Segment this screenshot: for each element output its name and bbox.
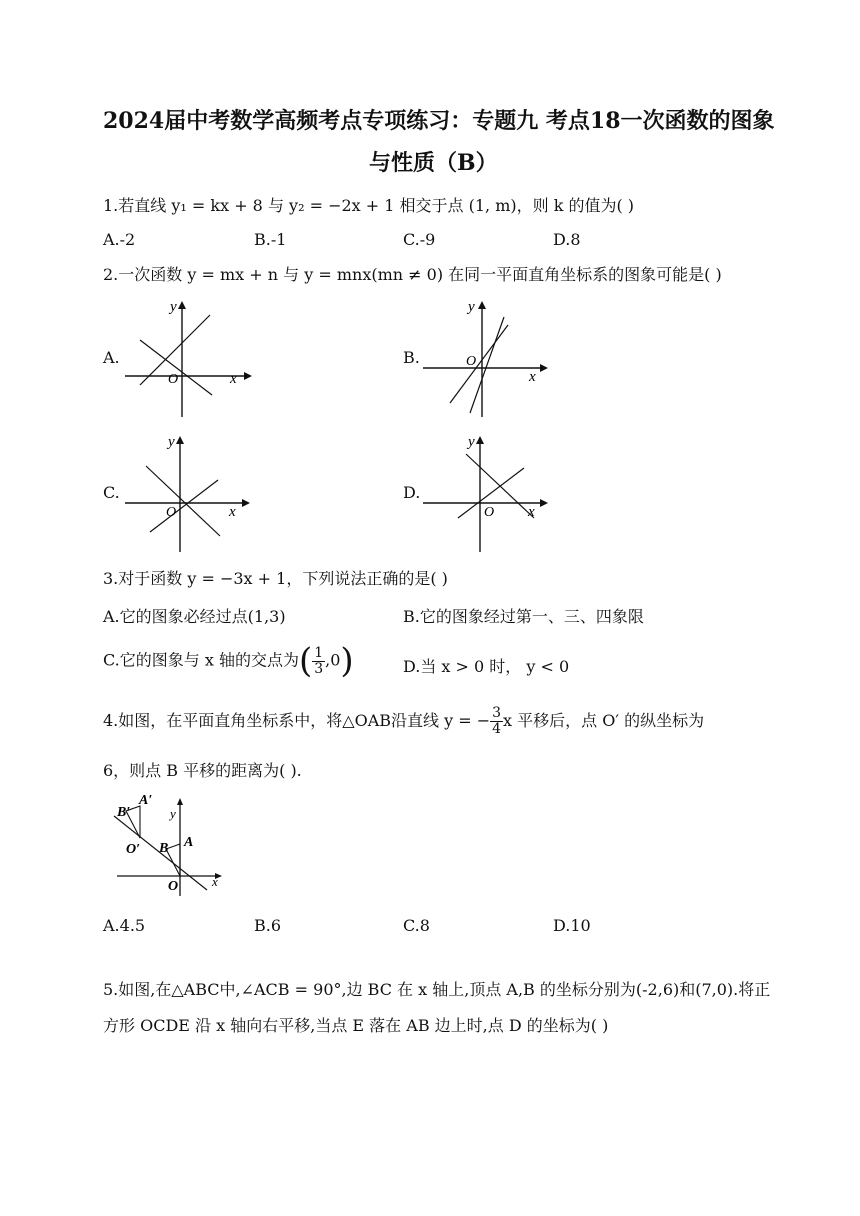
q2-option-d-label: D. <box>403 483 421 502</box>
q2b-y-label: y <box>468 299 475 315</box>
q1-option-d: D.8 <box>553 230 581 249</box>
q4-figure <box>112 788 232 898</box>
q4-option-b: B.6 <box>254 916 282 935</box>
q3-option-c: C.它的图象与 x 轴的交点为( $\frac{1}{3}$ ,0) <box>103 641 354 681</box>
q2-option-c-label: C. <box>103 483 120 502</box>
question-5-line2: 方形 OCDE 沿 x 轴向右平移,当点 E 落在 AB 边上时,点 D 的坐标为( ) <box>103 1016 609 1035</box>
page-title-line2: 与性质（B） <box>369 150 498 176</box>
q4-label-x: x <box>212 874 218 889</box>
q4-stem-part-a: 4.如图，在平面直角坐标系中，将△OAB沿直线 y = − <box>103 711 491 730</box>
q2-graph-d <box>418 430 558 555</box>
question-4-stem-line1 <box>103 706 704 737</box>
q2-option-a-label: A. <box>103 348 120 367</box>
q4-label-b: B <box>159 841 169 856</box>
q2a-origin-label: O <box>168 372 179 387</box>
q1-option-b: B.-1 <box>254 230 287 249</box>
q4-label-o-prime: O′ <box>126 842 141 857</box>
q1-option-a: A.-2 <box>103 230 136 249</box>
q1-option-c: C.-9 <box>403 230 436 249</box>
q2-graph-c <box>120 430 260 555</box>
q3-option-c-tail: ,0 <box>325 650 341 670</box>
q3-option-d: D.当 x > 0 时， y < 0 <box>403 657 570 676</box>
question-2-stem: 2.一次函数 y = mx + n 与 y = mnx(mn ≠ 0) 在同一平面直角坐标系的图象可能是( ) <box>103 265 722 284</box>
q2-option-b-label: B. <box>403 348 420 367</box>
q4-stem-part-b: x 平移后，点 O′ 的纵坐标为 <box>503 711 705 730</box>
question-3-stem: 3.对于函数 y = −3x + 1，下列说法正确的是( ) <box>103 569 448 588</box>
q3-option-c-fraction: $\frac{1}{3}$ <box>314 644 324 677</box>
q4-option-c: C.8 <box>403 916 430 935</box>
q2a-y-label: y <box>170 299 177 315</box>
q2c-y-label: y <box>168 434 175 450</box>
q2c-origin-label: O <box>166 505 177 520</box>
q4-label-a-prime: A′ <box>139 793 153 808</box>
q2a-x-label: x <box>230 371 237 387</box>
q3-option-b: B.它的图象经过第一、三、四象限 <box>403 607 644 626</box>
q2-graph-b <box>418 295 558 420</box>
q4-label-a: A <box>184 835 194 850</box>
q2d-y-label: y <box>468 434 475 450</box>
q2b-origin-label: O <box>466 354 477 369</box>
q2-graph-a <box>120 295 260 420</box>
q2d-origin-label: O <box>484 505 495 520</box>
q4-fraction: $\frac{3}{4}$ <box>492 705 502 737</box>
page-title-line1: 2024届中考数学高频考点专项练习：专题九 考点18一次函数的图象 <box>103 108 775 134</box>
q3-option-c-text: C.它的图象与 x 轴的交点为 <box>103 650 299 670</box>
q2b-x-label: x <box>529 369 536 385</box>
q3-option-a: A.它的图象必经过点(1,3) <box>103 607 286 626</box>
question-5-line1: 5.如图,在△ABC中,∠ACB = 90°,边 BC 在 x 轴上,顶点 A,B 的坐标分别为(-2,6)和(7,0).将正 <box>103 980 771 999</box>
q4-option-a: A.4.5 <box>103 916 146 935</box>
q2c-x-label: x <box>229 504 236 520</box>
question-1-stem: 1.若直线 y₁ = kx + 8 与 y₂ = −2x + 1 相交于点 (1, m)，则 k 的值为( ) <box>103 196 635 215</box>
q4-label-o: O <box>168 879 179 894</box>
question-4-stem-line2: 6，则点 B 平移的距离为( ). <box>103 761 302 780</box>
q4-label-y: y <box>170 806 176 821</box>
q2d-x-label: x <box>528 504 535 520</box>
q4-label-b-prime: B′ <box>117 805 131 820</box>
q4-option-d: D.10 <box>553 916 591 935</box>
